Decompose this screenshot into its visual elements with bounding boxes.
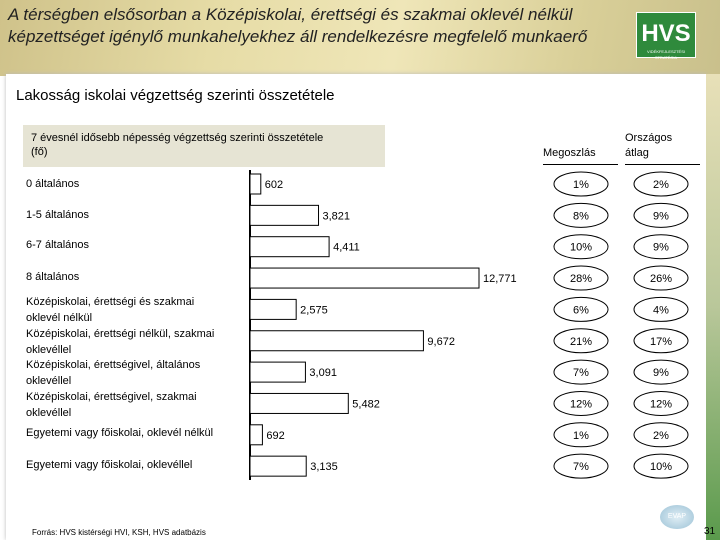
bar [250, 205, 319, 225]
category-label: 1-5 általános [26, 209, 89, 221]
bar-value-label: 602 [264, 179, 284, 191]
national-oval-label: 17% [649, 335, 673, 348]
bar-value-label: 5,482 [352, 398, 380, 411]
share-oval-label: 12% [569, 398, 593, 411]
slide-title: A térségben elsősorban a Középiskolai, érettségi és szakmai oklevél nélkül képzettséget igénylő munkahelyekhez áll rendelkezésre megfelelő munkaerő [8, 5, 588, 46]
page-number: 31 [704, 526, 716, 537]
bar-value-label: 3,135 [310, 461, 338, 474]
bar-value-label: 2,575 [300, 304, 328, 317]
bar-value-label: 3,821 [322, 210, 351, 223]
bar [250, 362, 305, 382]
chart-title: 7 évesnél idősebb népesség végzettség szerinti összetétele (fő) [31, 132, 324, 158]
category-label: Középiskolai, érettségi nélkül, szakmai oklevéllel [26, 328, 215, 356]
bar [250, 237, 329, 257]
national-oval-label: 2% [653, 179, 669, 191]
national-oval-label: 9% [653, 241, 669, 254]
category-label: Középiskolai, érettségivel, szakmai oklevéllel [26, 391, 197, 419]
category-label: Egyetemi vagy főiskolai, oklevél nélkül [26, 427, 214, 439]
source-note: Forrás: HVS kistérségi HVI, KSH, HVS adatbázis [32, 528, 206, 537]
share-oval-label: 7% [573, 461, 589, 474]
share-oval-label: 6% [573, 304, 589, 317]
hvs-logo: HVS VIDÉKFEJLESZTÉSI STRATÉGIA [636, 12, 696, 58]
bar [250, 174, 261, 194]
column-header-national: Országos átlag [625, 131, 700, 165]
bar [250, 268, 479, 288]
national-oval-label: 9% [653, 210, 669, 223]
national-oval-label: 12% [649, 398, 673, 411]
national-oval-label: 10% [649, 461, 673, 474]
category-label: Középiskolai, érettségivel, általános oklevéllel [26, 359, 201, 387]
bar-value-label: 692 [266, 429, 285, 442]
bar-value-label: 4,411 [333, 241, 360, 254]
category-label: 0 általános [26, 178, 80, 190]
national-oval-label: 9% [653, 367, 669, 380]
category-label: 6-7 általános [26, 239, 89, 251]
evap-logo: EVAP [660, 505, 694, 529]
share-oval-label: 28% [569, 273, 593, 286]
category-label: Középiskolai, érettségi és szakmai oklevél nélkül [26, 296, 195, 324]
bar-value-label: 3,091 [309, 367, 337, 380]
national-oval-label: 26% [649, 273, 673, 286]
share-oval-label: 1% [573, 429, 589, 442]
share-oval-label: 1% [573, 179, 589, 191]
bar [250, 393, 348, 413]
share-oval-label: 10% [569, 241, 593, 254]
bar [250, 425, 262, 445]
bar [250, 331, 423, 351]
bar [250, 456, 306, 476]
category-label: Egyetemi vagy főiskolai, oklevéllel [26, 459, 193, 471]
national-oval-label: 2% [653, 429, 669, 442]
section-title: Lakosság iskolai végzettség szerinti összetétele [16, 87, 335, 104]
bar-value-label: 9,672 [427, 335, 455, 348]
share-oval-label: 8% [573, 210, 589, 223]
bar-value-label: 12,771 [483, 273, 517, 286]
share-oval-label: 7% [573, 367, 589, 380]
national-oval-label: 4% [653, 304, 669, 317]
column-header-share: Megoszlás [543, 146, 618, 165]
bar [250, 299, 296, 319]
category-label: 8 általános [26, 271, 80, 283]
share-oval-label: 21% [569, 335, 593, 348]
